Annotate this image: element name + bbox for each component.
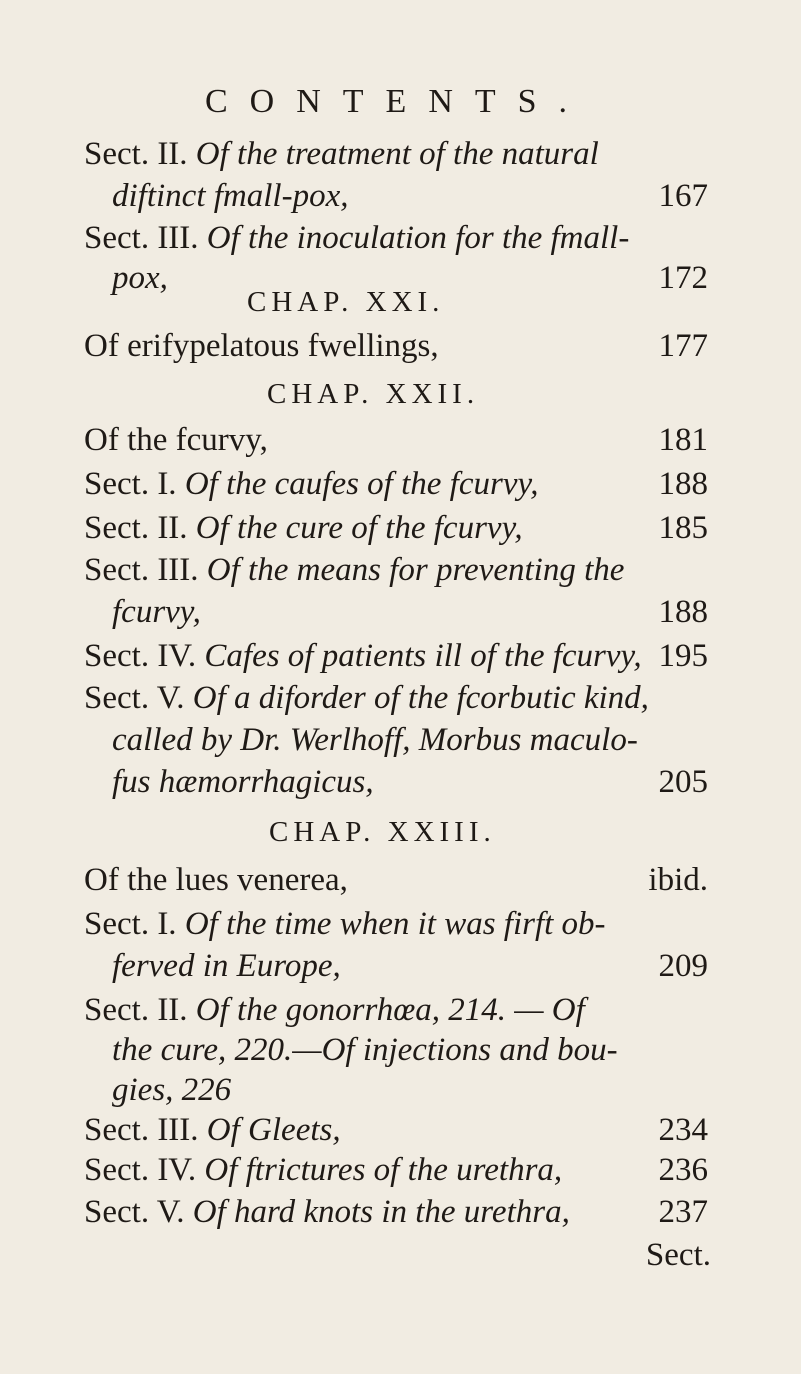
toc-entry xyxy=(84,1150,801,1190)
toc-entry xyxy=(84,464,801,504)
page-number: 185 xyxy=(658,510,708,546)
entry-title: Of a diforder of the fcorbutic kind, xyxy=(192,680,649,716)
page-number: 237 xyxy=(658,1194,708,1230)
section-label: Sect. V. xyxy=(84,1194,185,1230)
entry-title: Of Gleets, xyxy=(206,1112,341,1148)
section-label: Sect. II. xyxy=(84,136,188,172)
entry-title: Of ftrictures of the urethra, xyxy=(204,1152,563,1188)
page-number: 234 xyxy=(658,1112,708,1148)
chapter-heading: CHAP. XXII. xyxy=(267,378,480,410)
entry-title: fus hæmorrhagicus, xyxy=(112,764,374,800)
toc-entry xyxy=(84,636,801,676)
toc-entry xyxy=(84,508,801,548)
page-number: 188 xyxy=(658,594,708,630)
toc-entry xyxy=(84,1192,801,1232)
toc-entry-cont xyxy=(112,176,801,216)
toc-entry-cont xyxy=(112,258,801,298)
entry-title: Of the caufes of the fcurvy, xyxy=(184,466,539,502)
section-label: Sect. III. xyxy=(84,220,199,256)
section-label: Sect. I. xyxy=(84,466,177,502)
section-label: Sect. III. xyxy=(84,1112,199,1148)
toc-entry xyxy=(84,860,801,900)
toc-entry-cont xyxy=(112,1070,801,1110)
toc-entry xyxy=(84,990,801,1030)
page-number: ibid. xyxy=(648,862,708,898)
entry-title: Of the treatment of the natural xyxy=(195,136,599,172)
toc-entry xyxy=(84,326,801,366)
toc-entry xyxy=(84,134,801,174)
entry-title: ferved in Europe, xyxy=(112,948,341,984)
section-label: Sect. IV. xyxy=(84,1152,197,1188)
toc-entry-cont xyxy=(112,592,801,632)
toc-entry-cont xyxy=(112,720,801,760)
entry-title: fcurvy, xyxy=(112,594,201,630)
entry-title: diftinct fmall-pox, xyxy=(112,178,349,214)
page-number: 236 xyxy=(658,1152,708,1188)
entry-title: the cure, 220.—Of injections and bou- xyxy=(112,1032,618,1068)
entry-title: called by Dr. Werlhoff, Morbus maculo- xyxy=(112,722,638,758)
toc-entry xyxy=(84,904,801,944)
page-number: 195 xyxy=(658,638,708,674)
toc-entry xyxy=(84,420,801,460)
toc-entry-cont xyxy=(112,1030,801,1070)
entry-title: Of the cure of the fcurvy, xyxy=(195,510,523,546)
entry-title: Of the time when it was firft ob- xyxy=(184,906,606,942)
page-number: 188 xyxy=(658,466,708,502)
section-label: Sect. II. xyxy=(84,510,188,546)
entry-title: Cafes of patients ill of the fcurvy, xyxy=(204,638,642,674)
toc-entry-cont xyxy=(112,946,801,986)
page-header: CONTENTS. xyxy=(205,83,590,120)
page-number: 167 xyxy=(658,178,708,214)
entry-title: Of erifypelatous fwellings, xyxy=(84,328,439,364)
section-label: Sect. II. xyxy=(84,992,188,1028)
page-number: 209 xyxy=(658,948,708,984)
entry-title: pox, xyxy=(112,260,168,296)
section-label: Sect. III. xyxy=(84,552,199,588)
toc-entry xyxy=(84,218,801,258)
entry-title: Of the gonorrhœa, 214. — Of xyxy=(195,992,585,1028)
entry-title: Of the means for preventing the xyxy=(206,552,625,588)
page-number: 172 xyxy=(658,260,708,296)
entry-title: Of the fcurvy, xyxy=(84,422,268,458)
page-number: 205 xyxy=(658,764,708,800)
toc-entry xyxy=(84,678,801,718)
chapter-heading: CHAP. XXIII. xyxy=(269,816,496,848)
toc-entry-cont xyxy=(112,762,801,802)
catchword: Sect. xyxy=(645,1237,711,1273)
section-label: Sect. V. xyxy=(84,680,185,716)
toc-entry xyxy=(84,1110,801,1150)
entry-title: Of the lues venerea, xyxy=(84,862,348,898)
section-label: Sect. I. xyxy=(84,906,177,942)
chapter-heading: CHAP. XXI. xyxy=(247,286,445,318)
page-number: 181 xyxy=(658,422,708,458)
entry-title: Of the inoculation for the fmall- xyxy=(206,220,630,256)
toc-entry xyxy=(84,550,801,590)
section-label: Sect. IV. xyxy=(84,638,197,674)
entry-title: gies, 226 xyxy=(112,1072,232,1108)
entry-title: Of hard knots in the urethra, xyxy=(192,1194,570,1230)
page-number: 177 xyxy=(658,328,708,364)
